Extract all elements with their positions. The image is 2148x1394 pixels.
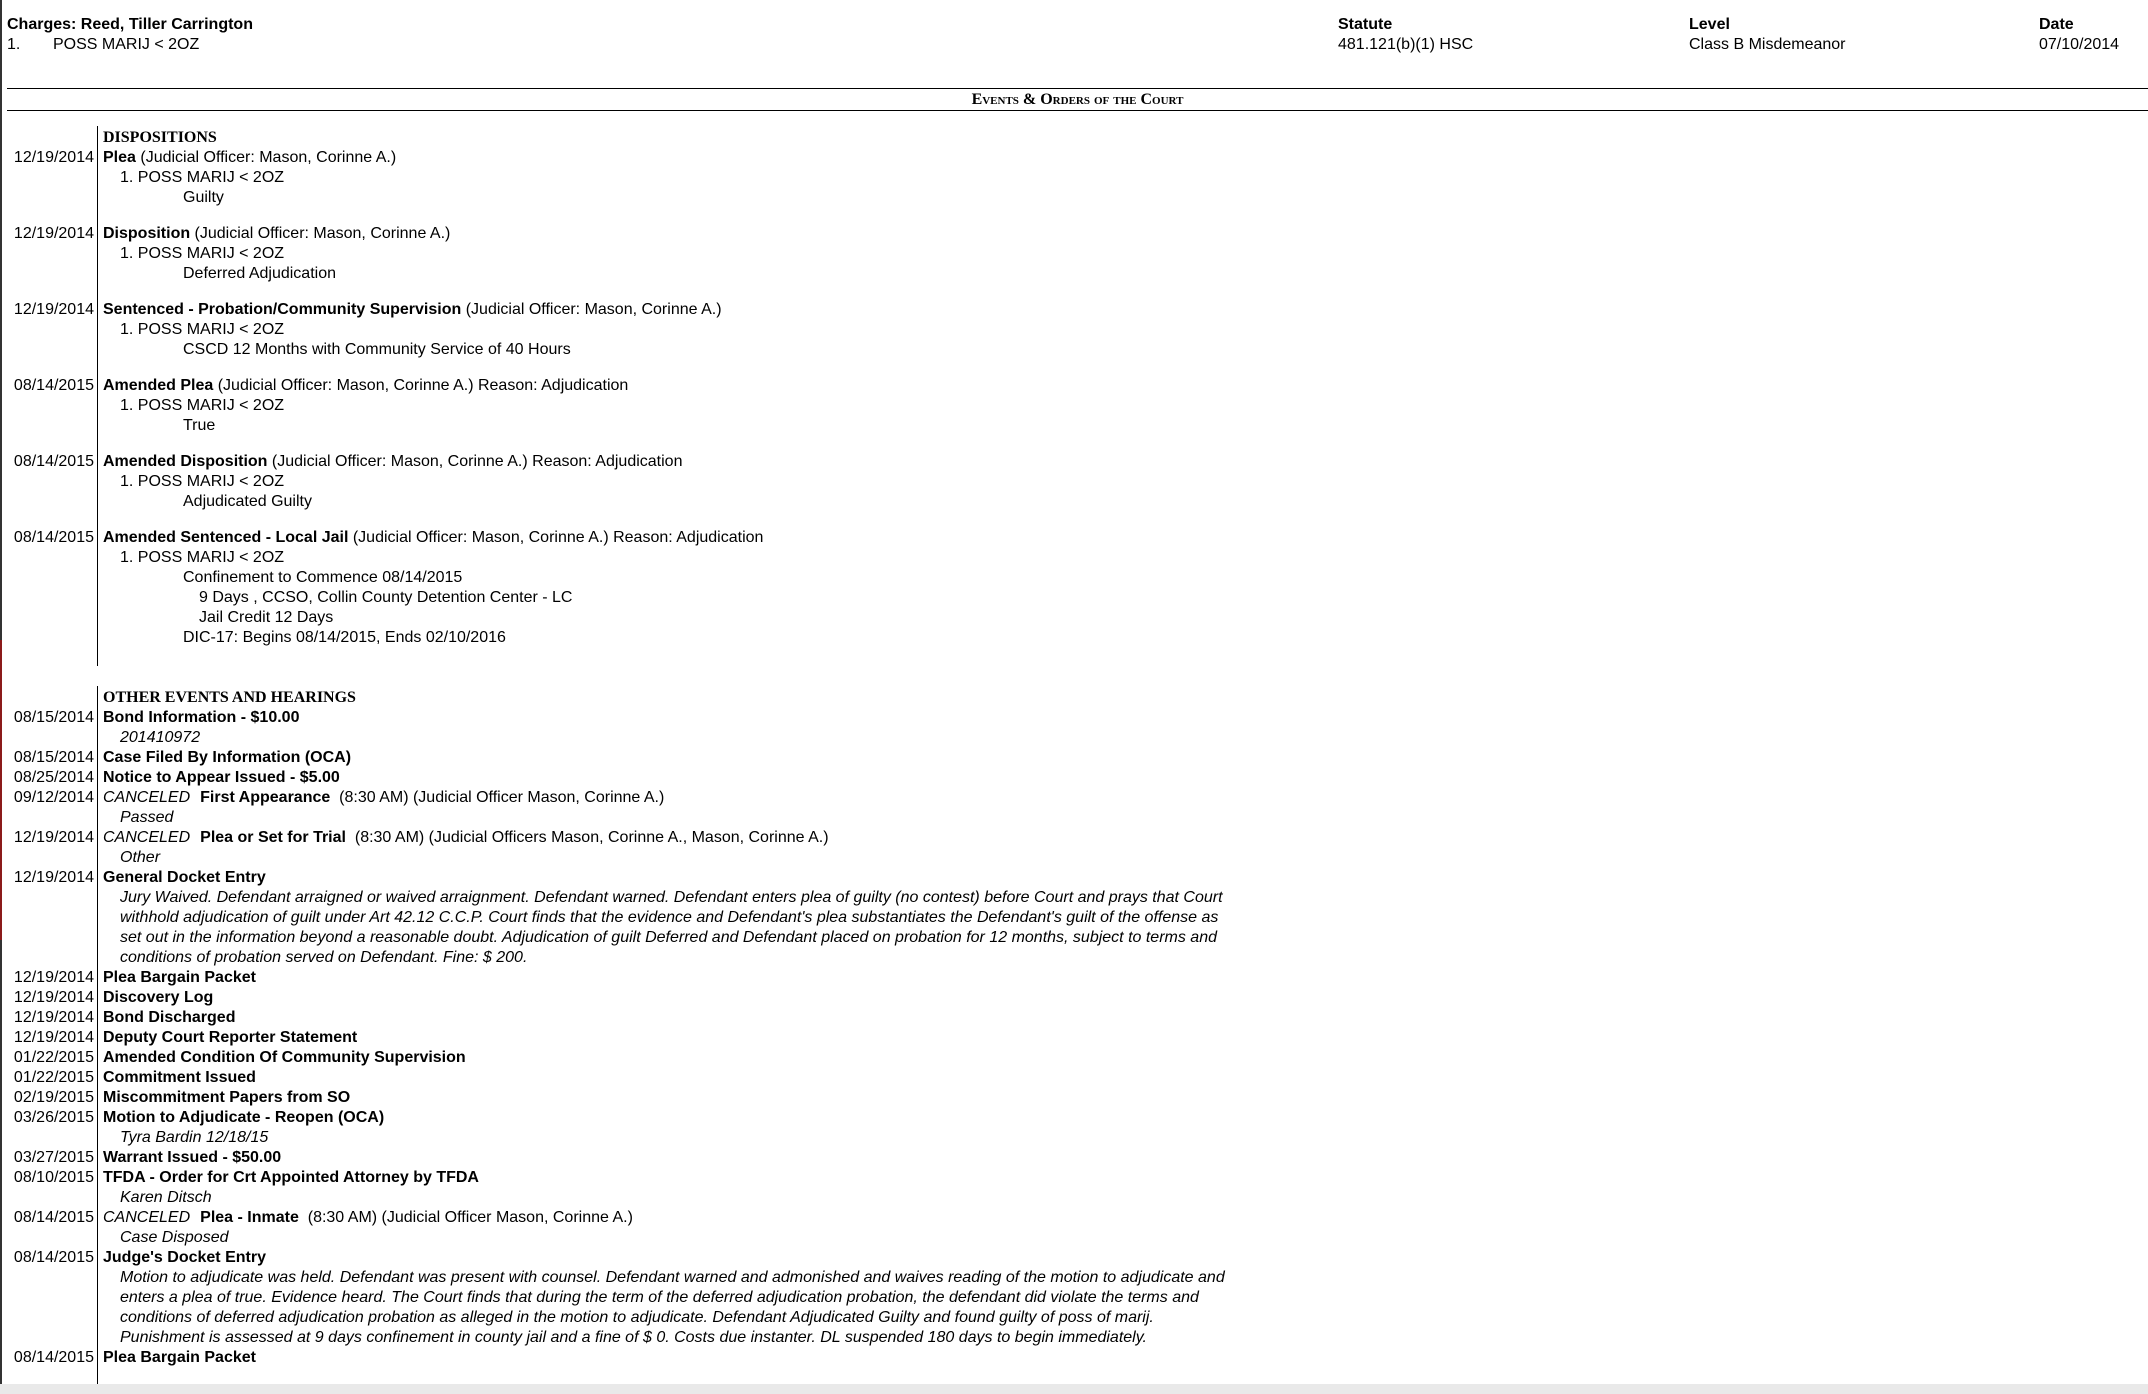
- entry-date: 12/19/2014: [13, 301, 94, 318]
- event-title: Deputy Court Reporter Statement: [103, 1029, 358, 1046]
- entry-detail: (Judicial Officer: Mason, Corinne A.): [461, 301, 722, 318]
- event-date: 03/27/2015: [13, 1149, 94, 1166]
- event-date: 08/25/2014: [13, 769, 94, 786]
- event-note: Other: [120, 849, 161, 866]
- event-entry: [13, 868, 1258, 968]
- event-date: 12/19/2014: [13, 1029, 94, 1046]
- entry-detail: (Judicial Officer: Mason, Corinne A.): [190, 225, 451, 242]
- disposition-entry: [13, 224, 1238, 284]
- event-title: Commitment Issued: [103, 1069, 256, 1086]
- event-title: Bond Information - $10.00: [103, 709, 300, 726]
- charges-title: Charges: Reed, Tiller Carrington: [7, 16, 253, 33]
- event-note: Case Disposed: [120, 1229, 229, 1246]
- event-title: General Docket Entry: [103, 869, 266, 886]
- event-date: 12/19/2014: [13, 989, 94, 1006]
- event-date: 03/26/2015: [13, 1109, 94, 1126]
- event-title: TFDA - Order for Crt Appointed Attorney by TFDA: [103, 1169, 479, 1186]
- event-note: Passed: [120, 809, 174, 826]
- canceled-label: CANCELED: [103, 789, 191, 806]
- event-entry: [13, 1348, 1258, 1368]
- disposition-entry: [13, 148, 1238, 208]
- entry-detail: (Judicial Officer: Mason, Corinne A.): [135, 149, 397, 166]
- statute-column: [1338, 15, 1473, 55]
- charge-name: POSS MARIJ < 2OZ: [53, 36, 200, 53]
- entry-detail: (Judicial Officer: Mason, Corinne A.) Reason: Adjudication: [348, 529, 764, 546]
- event-title: First Appearance: [200, 789, 331, 806]
- charge-level: Class B Misdemeanor: [1689, 36, 1846, 53]
- level-column: [1689, 15, 1846, 55]
- event-entry: [13, 1208, 1258, 1248]
- event-detail: (8:30 AM) (Judicial Officers Mason, Corinne A., Mason, Corinne A.): [354, 829, 829, 846]
- entry-date: 08/14/2015: [13, 453, 94, 470]
- event-date: 02/19/2015: [13, 1089, 94, 1106]
- event-note: Tyra Bardin 12/18/15: [120, 1129, 269, 1146]
- entry-date: 08/14/2015: [13, 377, 94, 394]
- dispositions-section: [13, 126, 1238, 666]
- event-entry: [13, 768, 1258, 788]
- page-left-border-accent: [0, 640, 2, 940]
- entry-date: 12/19/2014: [13, 225, 94, 242]
- event-date: 08/14/2015: [13, 1249, 94, 1266]
- event-title: Plea Bargain Packet: [103, 1349, 256, 1366]
- event-date: 12/19/2014: [13, 1009, 94, 1026]
- entry-charge: 1. POSS MARIJ < 2OZ: [120, 549, 285, 566]
- entry-charge: 1. POSS MARIJ < 2OZ: [120, 321, 285, 338]
- event-entry: [13, 1168, 1258, 1208]
- event-text: Motion to adjudicate was held. Defendant was present with counsel. Defendant warned and admonished and waives reading of the motion to adjudicate and enters a plea of true. Evidence heard. The Court finds that during the term of the deferred adjudication probation, the defendant did violate the terms and conditions of deferred adjudication probation as alleged in the motion to adjudicate. Defendant Adjudicated Guilty and found guilty of poss of marij. Punishment is assessed at 9 days confinement in county jail and a fine of $ 0. Costs due instanter. DL suspended 180 days to begin immediately.: [120, 1269, 1225, 1346]
- entry-title: Plea: [103, 149, 136, 166]
- event-entry: [13, 828, 1258, 868]
- event-entry: [13, 1068, 1258, 1088]
- event-entry: [13, 1088, 1258, 1108]
- event-title: Plea Bargain Packet: [103, 969, 256, 986]
- event-title: Miscommitment Papers from SO: [103, 1089, 351, 1106]
- entry-title: Amended Disposition: [103, 453, 268, 470]
- event-title: Bond Discharged: [103, 1009, 236, 1026]
- entry-extra: DIC-17: Begins 08/14/2015, Ends 02/10/2016: [183, 629, 506, 646]
- event-entry: [13, 1248, 1258, 1348]
- disposition-entry: [13, 452, 1238, 512]
- event-title: Notice to Appear Issued - $5.00: [103, 769, 340, 786]
- disposition-entry: [13, 300, 1238, 360]
- entry-extra: 9 Days , CCSO, Collin County Detention Center - LC: [199, 589, 573, 606]
- event-note: Karen Ditsch: [120, 1189, 212, 1206]
- level-header: Level: [1689, 16, 1730, 33]
- charge-statute: 481.121(b)(1) HSC: [1338, 36, 1474, 53]
- section-title: Events & Orders of the Court: [971, 91, 1184, 108]
- event-entry: [13, 1028, 1258, 1048]
- event-title: Motion to Adjudicate - Reopen (OCA): [103, 1109, 385, 1126]
- event-detail: (8:30 AM) (Judicial Officer Mason, Corinne A.): [307, 1209, 633, 1226]
- event-date: 08/10/2015: [13, 1169, 94, 1186]
- entry-title: Disposition: [103, 225, 191, 242]
- entry-result: True: [183, 417, 216, 434]
- event-title: Plea or Set for Trial: [200, 829, 346, 846]
- dispositions-heading: DISPOSITIONS: [103, 129, 217, 146]
- event-date: 01/22/2015: [13, 1069, 94, 1086]
- event-note: 201410972: [120, 729, 201, 746]
- event-entry: [13, 1148, 1258, 1168]
- entry-result: Adjudicated Guilty: [183, 493, 312, 510]
- entry-title: Amended Plea: [103, 377, 214, 394]
- other-events-section: [13, 686, 1258, 1394]
- date-column: [2039, 15, 2119, 55]
- entry-date: 08/14/2015: [13, 529, 94, 546]
- event-entry: [13, 1108, 1258, 1148]
- entry-result: Confinement to Commence 08/14/2015: [183, 569, 463, 586]
- entry-charge: 1. POSS MARIJ < 2OZ: [120, 397, 285, 414]
- event-title: Amended Condition Of Community Supervision: [103, 1049, 466, 1066]
- event-date: 09/12/2014: [13, 789, 94, 806]
- canceled-label: CANCELED: [103, 1209, 191, 1226]
- event-entry: [13, 1048, 1258, 1068]
- statute-header: Statute: [1338, 16, 1393, 33]
- date-header: Date: [2039, 16, 2074, 33]
- event-date: 08/14/2015: [13, 1209, 94, 1226]
- entry-extra: Jail Credit 12 Days: [199, 609, 334, 626]
- event-entry: [13, 708, 1258, 748]
- entry-title: Amended Sentenced - Local Jail: [103, 529, 349, 546]
- event-text: Jury Waived. Defendant arraigned or waived arraignment. Defendant warned. Defendant enters plea of guilty (no contest) before Court and prays that Court withhold adjudication of guilt under Art 42.12 C.C.P. Court finds that the evidence and Defendant's plea substantiates the Defendant's guilt of the offense as set out in the information beyond a reasonable doubt. Adjudication of guilt Deferred and Defendant placed on probation for 12 months, subject to terms and conditions of probation served on Defendant. Fine: $ 200.: [120, 889, 1223, 966]
- charge-row: [7, 35, 253, 55]
- charge-number: 1.: [7, 36, 21, 53]
- event-date: 08/15/2014: [13, 709, 94, 726]
- event-entry: [13, 748, 1258, 768]
- entry-charge: 1. POSS MARIJ < 2OZ: [120, 245, 285, 262]
- disposition-entry: [13, 528, 1238, 648]
- disposition-entry: [13, 376, 1238, 436]
- event-detail: (8:30 AM) (Judicial Officer Mason, Corinne A.): [339, 789, 665, 806]
- event-title: Discovery Log: [103, 989, 214, 1006]
- section-rule-bottom: [7, 110, 2148, 111]
- event-date: 12/19/2014: [13, 969, 94, 986]
- page-bottom-shade: [0, 1384, 2148, 1394]
- canceled-label: CANCELED: [103, 829, 191, 846]
- charges-column: [7, 15, 253, 55]
- entry-detail: (Judicial Officer: Mason, Corinne A.) Reason: Adjudication: [213, 377, 629, 394]
- entry-result: Guilty: [183, 189, 224, 206]
- entry-charge: 1. POSS MARIJ < 2OZ: [120, 169, 285, 186]
- event-title: Case Filed By Information (OCA): [103, 749, 352, 766]
- event-date: 12/19/2014: [13, 829, 94, 846]
- event-date: 08/14/2015: [13, 1349, 94, 1366]
- charges-header: [7, 15, 2148, 55]
- event-entry: [13, 968, 1258, 988]
- entry-charge: 1. POSS MARIJ < 2OZ: [120, 473, 285, 490]
- section-rule-top: [7, 88, 2148, 89]
- other-events-heading: OTHER EVENTS AND HEARINGS: [103, 689, 356, 706]
- entry-date: 12/19/2014: [13, 149, 94, 166]
- entry-result: Deferred Adjudication: [183, 265, 336, 282]
- entry-title: Sentenced - Probation/Community Supervision: [103, 301, 462, 318]
- event-date: 12/19/2014: [13, 869, 94, 886]
- event-entry: [13, 788, 1258, 828]
- event-entry: [13, 988, 1258, 1008]
- entry-result: CSCD 12 Months with Community Service of 40 Hours: [183, 341, 571, 358]
- event-title: Judge's Docket Entry: [103, 1249, 266, 1266]
- event-entry: [13, 1008, 1258, 1028]
- charge-date: 07/10/2014: [2039, 36, 2120, 53]
- event-date: 08/15/2014: [13, 749, 94, 766]
- event-title: Warrant Issued - $50.00: [103, 1149, 282, 1166]
- event-title: Plea - Inmate: [200, 1209, 299, 1226]
- event-date: 01/22/2015: [13, 1049, 94, 1066]
- entry-detail: (Judicial Officer: Mason, Corinne A.) Reason: Adjudication: [267, 453, 683, 470]
